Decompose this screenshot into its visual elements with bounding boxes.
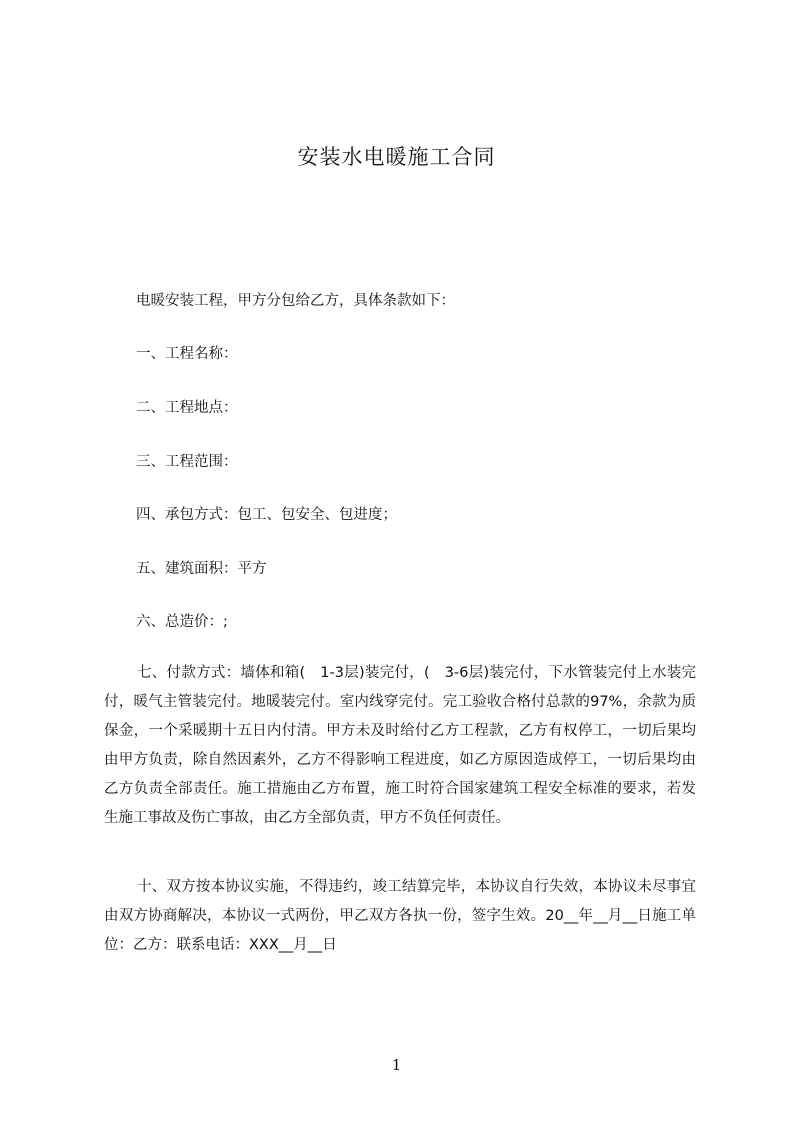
clause-agreement-terms: 十、双方按本协议实施，不得违约，竣工结算完毕，本协议自行失效，本协议未尽事宜由双方协商解决，本协议一式两份，甲乙双方各执一份，签字生效。20__年__月__日施工单位：乙方：联系电话：XXX__月__日 [104, 879, 696, 953]
intro-line: 电暖安装工程，甲方分包给乙方，具体条款如下： [136, 293, 455, 309]
clause-project-name: 一、工程名称： [136, 346, 238, 362]
clause-project-scope: 三、工程范围： [136, 454, 238, 470]
clause-building-area: 五、建筑面积：平方 [136, 561, 267, 577]
clause-contract-method: 四、承包方式：包工、包安全、包进度； [136, 507, 397, 523]
clause-payment-terms: 七、付款方式：墙体和箱( 1-3层)装完付，( 3-6层)装完付，下水管装完付上水装完付，暖气主管装完付。地暖装完付。室内线穿完付。完工验收合格付总款的97%，余款为质保金，一个采暖期十五日内付清。甲方未及时给付乙方工程款，乙方有权停工，一切后果均由甲方负责，除自然因素外，乙方不得影响工程进度，如乙方原因造成停工，一切后果均由乙方负责全部责任。施工措施由乙方布置，施工时符合国家建筑工程安全标准的要求，若发生施工事故及伤亡事故，由乙方全部负责，甲方不负任何责任。 [104, 665, 696, 826]
clause-project-location: 二、工程地点： [136, 400, 238, 416]
document-title: 安装水电暖施工合同 [297, 145, 496, 169]
clause-total-cost: 六、总造价：; [136, 614, 228, 630]
page-number: 1 [391, 1056, 402, 1074]
